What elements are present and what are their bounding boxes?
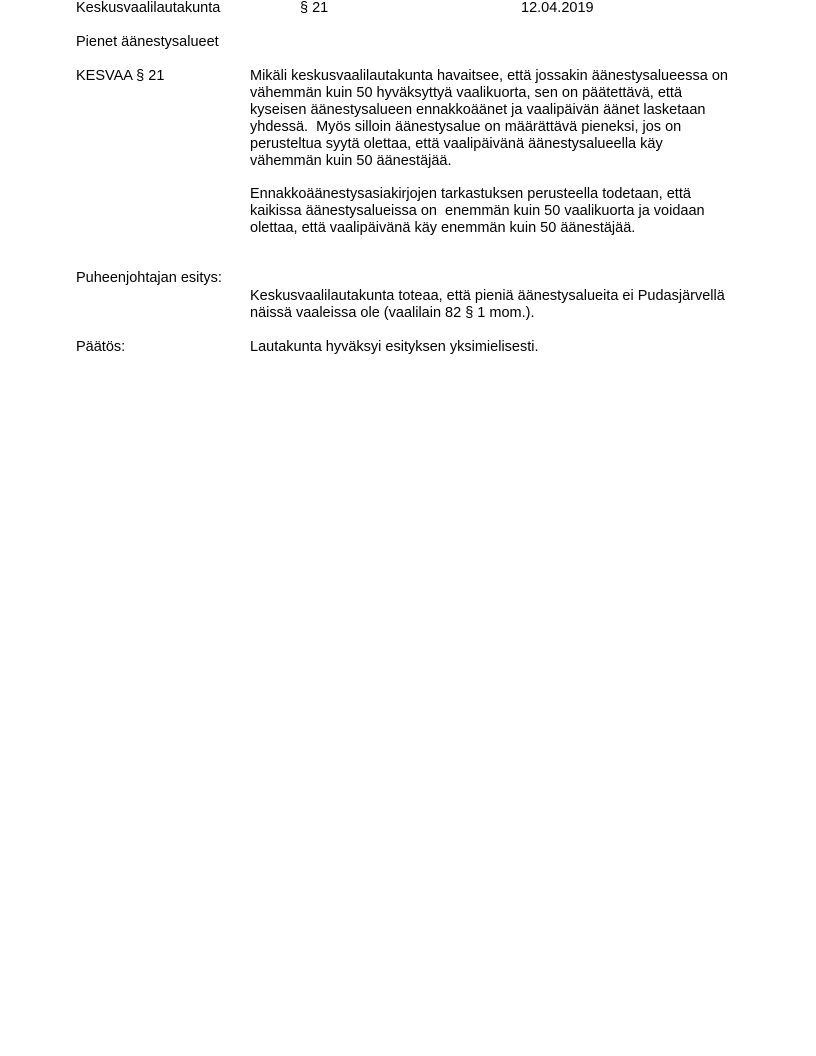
- header-body-name: Keskusvaalilautakunta: [76, 0, 221, 16]
- paragraph-line: Mikäli keskusvaalilautakunta havaitsee, että jossakin äänestysalueessa on: [250, 68, 728, 84]
- paragraph-line: yhdessä. Myös silloin äänestysalue on määrättävä pieneksi, jos on: [250, 119, 682, 135]
- paragraph-line: vähemmän kuin 50 hyväksyttyä vaalikuorta, sen on päätettävä, että: [250, 85, 683, 101]
- paragraph-line: kaikissa äänestysalueissa on enemmän kuin 50 vaalikuorta ja voidaan: [250, 203, 705, 219]
- decision-label: Päätös:: [76, 339, 126, 355]
- header-date: 12.04.2019: [521, 0, 594, 16]
- subject-title: Pienet äänestysalueet: [76, 34, 219, 50]
- paragraph-line: perusteltua syytä olettaa, että vaalipäivänä äänestysalueella käy: [250, 136, 663, 152]
- paragraph-line: olettaa, että vaalipäivänä käy enemmän kuin 50 äänestäjää.: [250, 220, 636, 236]
- paragraph-line: näissä vaaleissa ole (vaalilain 82 § 1 mom.).: [250, 305, 535, 321]
- chair-proposal-label: Puheenjohtajan esitys:: [76, 270, 222, 286]
- paragraph-line: Lautakunta hyväksyi esityksen yksimielisesti.: [250, 339, 539, 355]
- decision-text: [250, 339, 750, 356]
- preparation-paragraph-2: [250, 186, 750, 237]
- paragraph-line: Keskusvaalilautakunta toteaa, että pieniä äänestysalueita ei Pudasjärvellä: [250, 288, 725, 304]
- header-section-number: § 21: [300, 0, 329, 16]
- paragraph-line: kyseisen äänestysalueen ennakkoäänet ja vaalipäivän äänet lasketaan: [250, 102, 706, 118]
- reference-label: KESVAA § 21: [76, 68, 165, 84]
- paragraph-line: vähemmän kuin 50 äänestäjää.: [250, 153, 452, 169]
- preparation-paragraph-1: [250, 68, 750, 170]
- chair-proposal-text: [250, 288, 750, 322]
- paragraph-line: Ennakkoäänestysasiakirjojen tarkastuksen perusteella todetaan, että: [250, 186, 691, 202]
